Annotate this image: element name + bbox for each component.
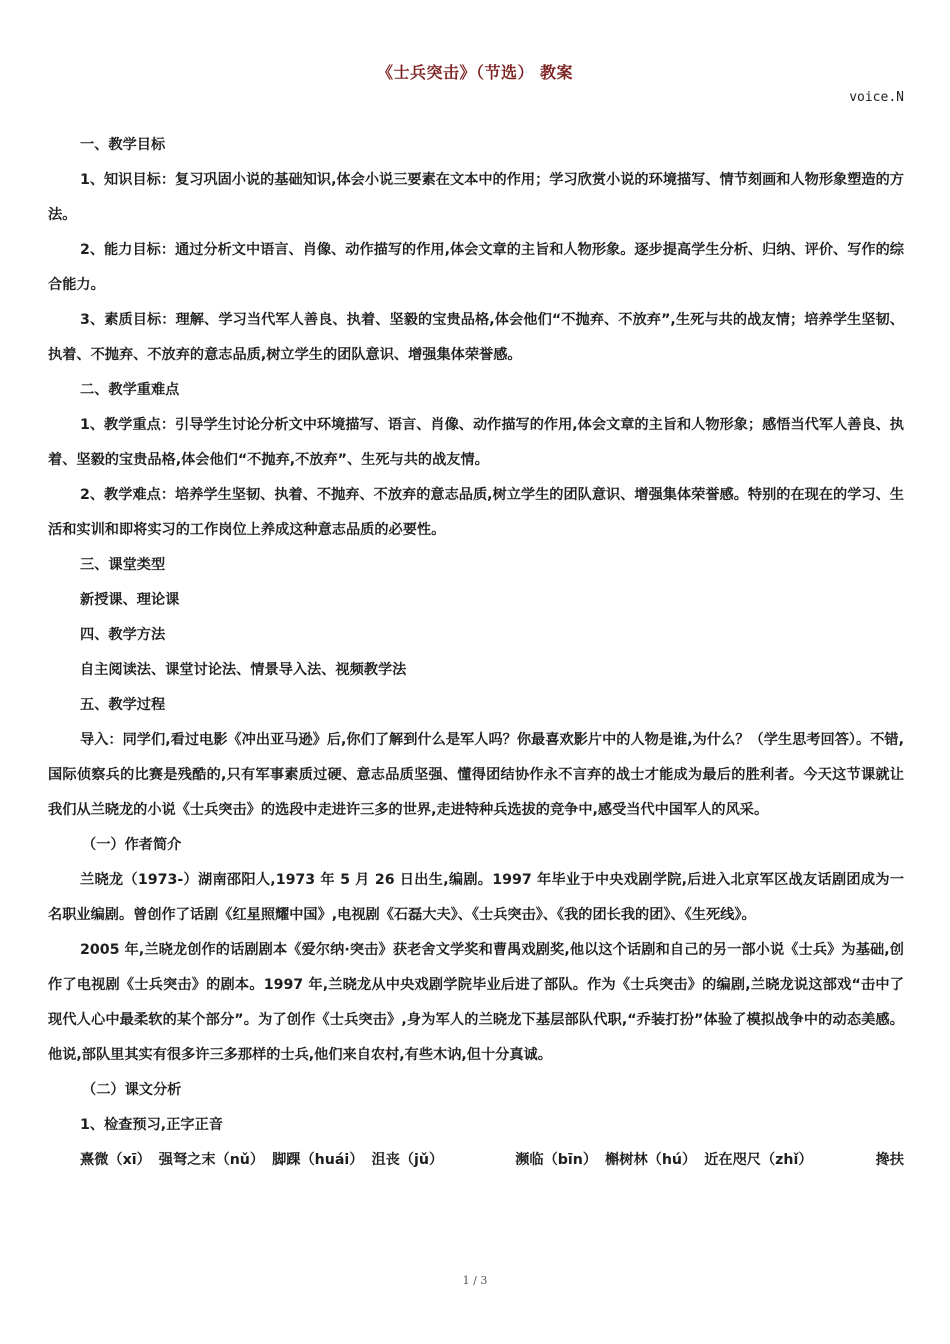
paragraph: 兰晓龙（1973-）湖南邵阳人,1973 年 5 月 26 日出生,编剧。1997 年毕业于中央戏剧学院,后进入北京军区战友话剧团成为一名职业编剧。曾创作了话剧《红星照耀中国》,电视剧《石磊大夫》、《士兵突击》、《我的团长我的团》、《生死线》。 xyxy=(48,872,904,923)
section-heading: 三、课堂类型 xyxy=(80,557,166,573)
pinyin-item: 槲树林（hú） xyxy=(605,1152,697,1168)
pinyin-item: 沮丧（jǔ） xyxy=(371,1152,444,1168)
pinyin-item: 搀扶 xyxy=(875,1152,904,1168)
section-heading: 四、教学方法 xyxy=(80,627,166,643)
paragraph: 自主阅读法、课堂讨论法、情景导入法、视频教学法 xyxy=(80,662,407,678)
pinyin-item: 强弩之末（nǔ） xyxy=(158,1152,265,1168)
paragraph: 1、教学重点：引导学生讨论分析文中环境描写、语言、肖像、动作描写的作用,体会文章的主旨和人物形象；感悟当代军人善良、执着、坚毅的宝贵品格,体会他们“不抛弃,不放弃”、生死与共的战友情。 xyxy=(48,417,904,468)
section-heading: 一、教学目标 xyxy=(80,137,166,153)
paragraph: 3、素质目标：理解、学习当代军人善良、执着、坚毅的宝贵品格,体会他们“不抛弃、不放弃”,生死与共的战友情；培养学生坚韧、执着、不抛弃、不放弃的意志品质,树立学生的团队意识、增强集体荣誉感。 xyxy=(48,312,904,363)
subsection-heading: （二）课文分析 xyxy=(82,1082,182,1098)
pinyin-list xyxy=(48,1143,904,1178)
document-title: 《士兵突击》（节选） 教案 xyxy=(376,63,574,82)
pinyin-item: 濒临（bīn） xyxy=(515,1152,598,1168)
paragraph: 导入：同学们,看过电影《冲出亚马逊》后,你们了解到什么是军人吗？你最喜欢影片中的人物是谁,为什么？（学生思考回答）。不错,国际侦察兵的比赛是残酷的,只有军事素质过硬、意志品质坚强、懂得团结协作永不言弃的战士才能成为最后的胜利者。今天这节课就让我们从兰晓龙的小说《士兵突击》的选段中走进许三多的世界,走进特种兵选拔的竞争中,感受当代中国军人的风采。 xyxy=(48,732,904,818)
document-body xyxy=(48,128,904,1178)
author-credit: voice.N xyxy=(849,90,904,105)
pinyin-item: 熹微（xī） xyxy=(80,1152,151,1168)
paragraph: 2、教学难点：培养学生坚韧、执着、不抛弃、不放弃的意志品质,树立学生的团队意识、增强集体荣誉感。特别的在现在的学习、生活和实训和即将实习的工作岗位上养成这种意志品质的必要性。 xyxy=(48,487,904,538)
paragraph: 2005 年,兰晓龙创作的话剧剧本《爱尔纳·突击》获老舍文学奖和曹禺戏剧奖,他以这个话剧和自己的另一部小说《士兵》为基础,创作了电视剧《士兵突击》的剧本。1997 年,兰晓龙从中央戏剧学院毕业后进了部队。作为《士兵突击》的编剧,兰晓龙说这部戏“击中了现代人心中最柔软的某个部分”。为了创作《士兵突击》,身为军人的兰晓龙下基层部队代职,“乔装打扮”体验了模拟战争中的动态美感。他说,部队里其实有很多许三多那样的士兵,他们来自农村,有些木讷,但十分真诚。 xyxy=(48,942,904,1063)
pinyin-item: 脚踝（huái） xyxy=(272,1152,364,1168)
section-heading: 五、教学过程 xyxy=(80,697,166,713)
section-heading: 二、教学重难点 xyxy=(80,382,180,398)
paragraph: 1、知识目标：复习巩固小说的基础知识,体会小说三要素在文本中的作用；学习欣赏小说的环境描写、情节刻画和人物形象塑造的方法。 xyxy=(48,172,904,223)
page-number: 1 / 3 xyxy=(462,1274,488,1287)
subsection-heading: （一）作者简介 xyxy=(82,837,182,853)
paragraph: 2、能力目标：通过分析文中语言、肖像、动作描写的作用,体会文章的主旨和人物形象。逐步提高学生分析、归纳、评价、写作的综合能力。 xyxy=(48,242,904,293)
pinyin-item: 近在咫尺（zhǐ） xyxy=(704,1152,813,1168)
paragraph: 新授课、理论课 xyxy=(80,592,180,608)
spacer xyxy=(451,1143,507,1178)
paragraph: 1、检查预习,正字正音 xyxy=(80,1117,223,1133)
